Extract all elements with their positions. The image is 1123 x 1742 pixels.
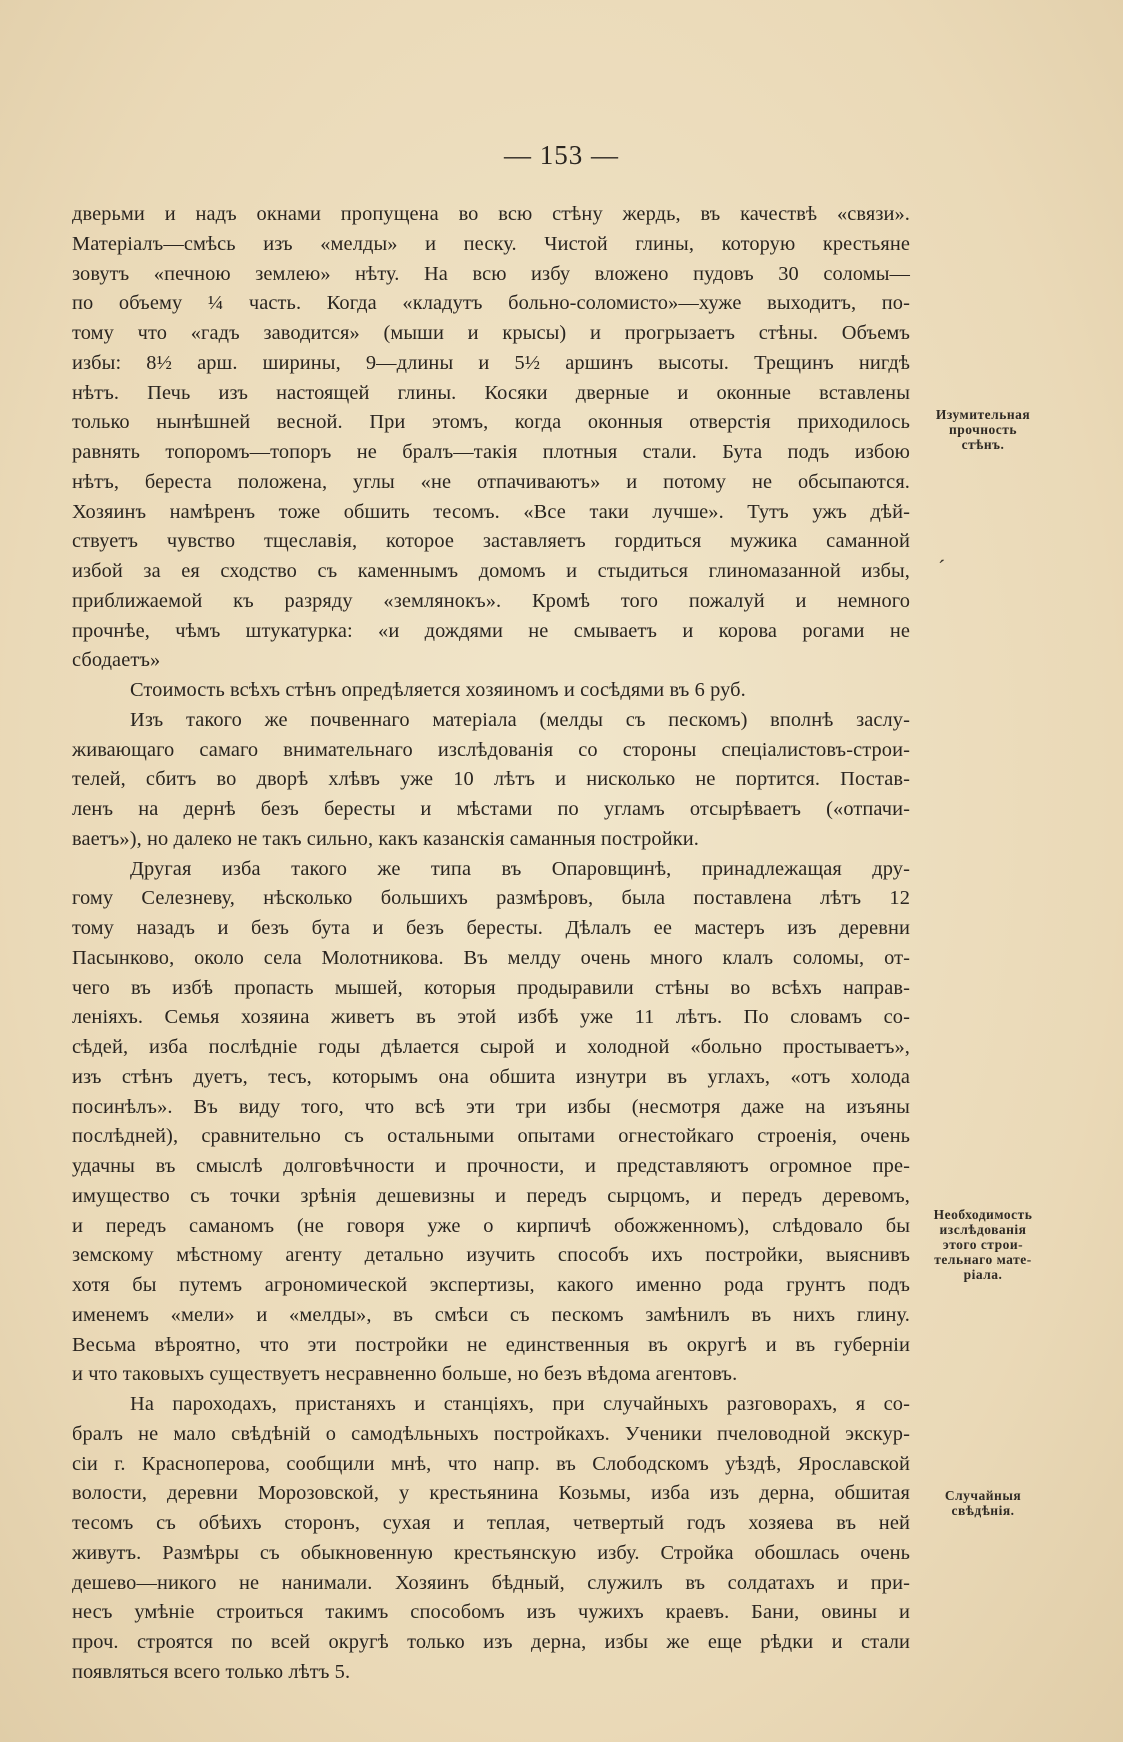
text-line: только нынѣшней весной. При этомъ, когда оконныя отверстія приходилось (72, 411, 910, 434)
text-line: удачны въ смыслѣ долговѣчности и прочности, и представляютъ огромное пре- (72, 1155, 910, 1177)
text-line: посинѣлъ». Въ виду того, что всѣ эти три избы (несмотря даже на изъяны (72, 1095, 910, 1118)
text-line: и что таковыхъ существуетъ несравненно больше, но безъ вѣдома агентовъ. (72, 1363, 738, 1386)
text-line: и передъ саманомъ (не говоря уже о кирпичѣ обожженномъ), слѣдовало бы (72, 1214, 910, 1237)
text-line: имущество съ точки зрѣнія дешевизны и передъ сырцомъ, и передъ деревомъ, (72, 1184, 910, 1207)
text-line: волости, деревни Морозовской, у крестьянина Козьмы, изба изъ дерна, обшитая (72, 1482, 910, 1505)
text-line: Стоимость всѣхъ стѣнъ опредѣляется хозяиномъ и сосѣдями въ 6 руб. (130, 679, 746, 701)
text-line: несъ умѣніе строиться такимъ способомъ изъ чужихъ краевъ. Бани, овины и (72, 1601, 910, 1624)
text-line: Пасынково, около села Молотникова. Въ мелду очень много клалъ соломы, от- (72, 946, 910, 969)
text-line: телей, сбитъ во дворѣ хлѣвъ уже 10 лѣтъ и нисколько не портится. Постав- (72, 768, 910, 791)
margin-note-line: свѣдѣнія. (951, 1503, 1015, 1518)
text-line: изъ стѣнъ дуетъ, тесъ, которымъ она обшита изнутри въ углахъ, «отъ холода (72, 1065, 910, 1088)
paragraph (72, 855, 910, 1391)
text-line: тому что «гадъ заводится» (мыши и крысы) и прогрызаетъ стѣны. Объемъ (72, 322, 910, 344)
text-line: земскому мѣстному агенту детально изучить способъ ихъ постройки, выяснивъ (72, 1244, 910, 1267)
text-line: хотя бы путемъ агрономической экспертизы, какого именно рода грунтъ подъ (72, 1274, 910, 1296)
stray-ink-mark: ´ (938, 555, 946, 580)
text-line: избы: 8½ арш. ширины, 9—длины и 5½ аршинъ высоты. Трещинъ нигдѣ (72, 351, 910, 374)
text-line: живающаго самаго внимательнаго изслѣдованія со стороны спеціалистовъ-строи- (72, 738, 910, 761)
text-line: ствуетъ чувство тщеславія, которое заставляетъ гордиться мужика саманной (72, 530, 910, 553)
margin-note-line: этого строи- (942, 1237, 1024, 1252)
text-line: дешево—никого не нанимали. Хозяинъ бѣдный, служилъ въ солдатахъ и при- (72, 1571, 910, 1594)
text-line: сбодаетъ» (72, 649, 161, 672)
margin-note-line: Необходимость (933, 1207, 1033, 1222)
text-line: зовутъ «печною землею» нѣту. На всю избу вложено пудовъ 30 соломы— (72, 262, 910, 285)
text-line: гому Селезневу, нѣсколько большихъ размѣровъ, была поставлена лѣтъ 12 (72, 887, 910, 910)
text-line: Весьма вѣроятно, что эти постройки не единственныя въ округѣ и въ губерніи (72, 1333, 910, 1356)
text-line: ваетъ»), но далеко не такъ сильно, какъ казанскія саманныя постройки. (72, 827, 699, 850)
text-line: избой за ея сходство съ каменнымъ домомъ и стыдиться глиномазанной избы, (72, 560, 910, 582)
text-line: сіи г. Краснoперова, сообщили мнѣ, что напр. въ Слободскомъ уѣздѣ, Ярославской (72, 1452, 910, 1475)
text-line: именемъ «мели» и «мелды», въ смѣси съ пескомъ замѣнилъ въ нихъ глину. (72, 1303, 910, 1326)
text-line: бралъ не мало свѣдѣній о самодѣльныхъ постройкахъ. Ученики пчеловодной экскур- (72, 1422, 910, 1445)
margin-note-line: изслѣдованія (939, 1222, 1027, 1237)
text-line: сѣдей, изба послѣдніе годы дѣлается сырой и холодной «больно простываетъ», (72, 1036, 910, 1058)
text-line: послѣдней), сравнительно съ остальными опытами огнестойкаго строенія, очень (72, 1125, 910, 1148)
text-line: тому назадъ и безъ бута и безъ бересты. Дѣлалъ ее мастеръ изъ деревни (72, 917, 910, 939)
text-line: Хозяинъ намѣренъ тоже обшить тесомъ. «Все таки лучше». Тутъ ужъ дѣй- (72, 500, 910, 523)
margin-note-remarkable-strength (918, 407, 1048, 452)
text-line: тесомъ съ обѣихъ сторонъ, сухая и теплая, четвертый годъ хозяева въ ней (72, 1512, 910, 1534)
page-number: — 153 — (504, 140, 619, 170)
margin-note-line: стѣнъ. (961, 437, 1005, 452)
text-line: живутъ. Размѣры съ обыкновенную крестьянскую избу. Стройка обошлась очень (72, 1541, 910, 1564)
text-line: На пароходахъ, пристаняхъ и станціяхъ, при случайныхъ разговорахъ, я со- (130, 1393, 910, 1415)
text-line: нѣтъ, береста положена, углы «не отпачиваютъ» и потому не обсыпаются. (72, 470, 910, 493)
margin-note-line: ріала. (963, 1267, 1003, 1282)
text-line: по объему ¼ часть. Когда «кладутъ больно-соломисто»—хуже выходитъ, по- (72, 292, 910, 315)
body-text (72, 200, 910, 1688)
paragraph (72, 676, 910, 706)
text-line: ленъ на дернѣ безъ бересты и мѣстами по угламъ отсырѣваетъ («отпачи- (72, 798, 910, 820)
text-line: Матеріалъ—смѣсь изъ «мелды» и песку. Чистой глины, которую крестьяне (72, 232, 910, 255)
paragraph (72, 706, 910, 855)
text-line: приближаемой къ разряду «землянокъ». Кромѣ того пожалуй и немного (72, 589, 910, 612)
margin-note-random-information (918, 1488, 1048, 1518)
text-line: Другая изба такого же типа въ Опаровщинѣ, принадлежащая дру- (130, 857, 910, 880)
margin-note-line: Случайныя (944, 1488, 1022, 1503)
paragraph (72, 1390, 910, 1688)
text-line: нѣтъ. Печь изъ настоящей глины. Косяки дверные и оконные вставлены (72, 381, 910, 404)
text-line: прочнѣе, чѣмъ штукатурка: «и дождями не смываетъ и корова рогами не (72, 619, 910, 642)
paragraph (72, 200, 910, 676)
text-line: Изъ такого же почвеннаго матеріала (мелды съ пескомъ) вполнѣ заслу- (130, 708, 910, 731)
text-line: леніяхъ. Семья хозяина живетъ въ этой избѣ уже 11 лѣтъ. По словамъ со- (72, 1006, 910, 1029)
margin-note-research-necessity (918, 1207, 1048, 1282)
text-line: чего въ избѣ пропасть мышей, которыя продыравили стѣны во всѣхъ направ- (72, 976, 910, 999)
text-line: появляться всего только лѣтъ 5. (72, 1660, 351, 1683)
text-line: дверьми и надъ окнами пропущена во всю стѣну жердь, въ качествѣ «связи». (72, 203, 910, 225)
margin-note-line: тельнаго мате- (934, 1252, 1032, 1267)
text-line: проч. строятся по всей округѣ только изъ дерна, избы же еще рѣдки и стали (72, 1631, 910, 1653)
margin-note-line: Изумительная (935, 407, 1031, 422)
margin-note-line: прочность (948, 422, 1018, 437)
text-line: равнять топоромъ—топоръ не бралъ—такія плотныя стали. Бута подъ избою (72, 441, 910, 463)
